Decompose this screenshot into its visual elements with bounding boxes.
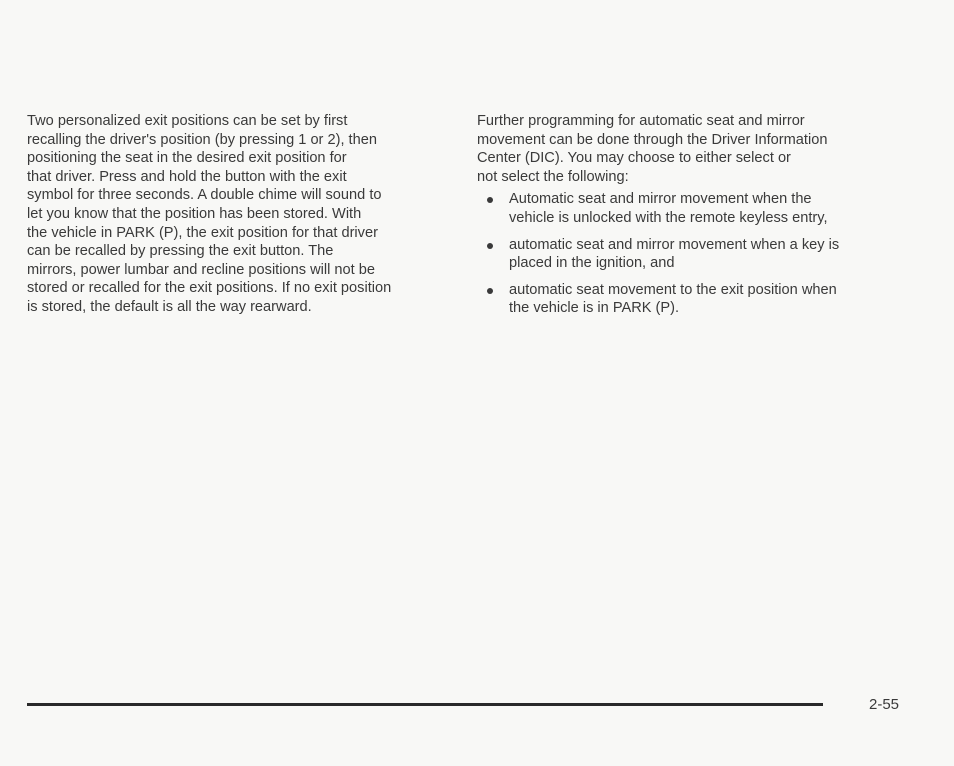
text-line: not select the following: (477, 168, 629, 185)
text-line: Automatic seat and mirror movement when the (509, 191, 812, 208)
text-line: Center (DIC). You may choose to either select or (477, 150, 791, 167)
bullet-icon (487, 243, 493, 249)
options-bullet-list (477, 190, 901, 318)
text-line: recalling the driver's position (by pressing 1 or 2), then (27, 131, 377, 148)
text-line: automatic seat and mirror movement when a key is (509, 236, 840, 253)
programming-intro-paragraph (477, 112, 901, 186)
right-column (477, 112, 901, 326)
text-line: can be recalled by pressing the exit button. The (27, 243, 334, 260)
text-line: is stored, the default is all the way rearward. (27, 298, 312, 315)
list-item (477, 190, 901, 227)
text-line: stored or recalled for the exit positions. If no exit position (27, 280, 392, 297)
text-line: let you know that the position has been stored. With (27, 205, 362, 222)
text-line: placed in the ignition, and (509, 255, 675, 272)
text-line: the vehicle is in PARK (P). (509, 300, 680, 317)
footer-rule (27, 703, 823, 706)
left-column (27, 112, 451, 317)
list-item (477, 236, 901, 273)
page-number: 2-55 (869, 696, 900, 713)
text-line: positioning the seat in the desired exit position for (27, 150, 347, 167)
text-line: mirrors, power lumbar and recline positions will not be (27, 261, 375, 278)
text-line: the vehicle in PARK (P), the exit position for that driver (27, 224, 378, 241)
text-line: movement can be done through the Driver Information (477, 131, 828, 148)
text-line: vehicle is unlocked with the remote keyless entry, (509, 209, 828, 226)
list-item (477, 281, 901, 318)
text-line: symbol for three seconds. A double chime will sound to (27, 187, 382, 204)
exit-position-paragraph (27, 112, 451, 317)
text-line: automatic seat movement to the exit position when (509, 281, 837, 298)
text-line: Two personalized exit positions can be set by first (27, 113, 348, 129)
text-line: Further programming for automatic seat and mirror (477, 113, 805, 129)
text-line: that driver. Press and hold the button with the exit (27, 168, 347, 185)
bullet-icon (487, 197, 493, 203)
bullet-icon (487, 288, 493, 294)
